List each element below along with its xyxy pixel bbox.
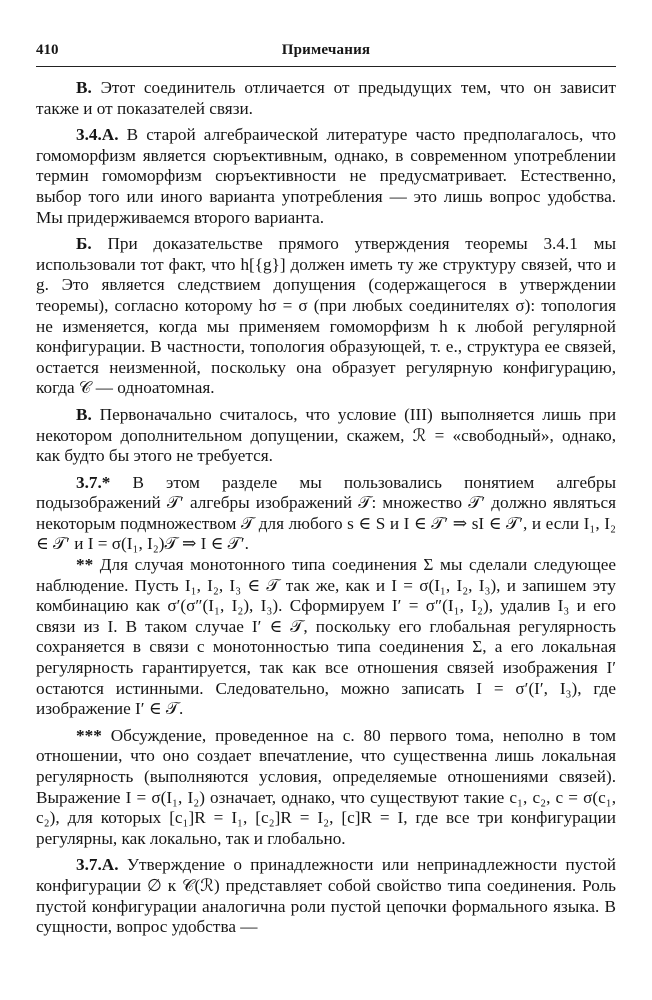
- paragraph-3-4-a: [36, 125, 616, 228]
- paragraph-text: Первоначально считалось, что условие (III) выполняется лишь при некотором дополнительном допущении, скажем, ℛ = «свободный», однако, как будто бы этого не требуется.: [36, 404, 617, 466]
- paragraph-text: В старой алгебраической литературе часто предполагалось, что гомоморфизм является сюръективным, однако, в современном употреблении термин гомоморфизм сюръективности не предусматривает. Естественно, выбор того или иного варианта употребления — это лишь вопрос удобства. Мы придерживаемся второго варианта.: [36, 125, 616, 227]
- paragraph-text: Обсуждение, проведенное на с. 80 первого тома, неполно в том отношении, что оно создает впечатление, что существенна лишь локальная регулярность (выполняются условия, определяемые отношениями связей). Выражение I = σ(I₁, I₂) означает, однако, что существуют такие c₁, c₂, c = σ(c₁, c₂), для которых [c₁]R = I₁, [c₂]R = I₂, [c]R = I, где все три конфигурации регулярны, как локально, так и глобально.: [36, 725, 616, 848]
- paragraph-3-7-a: [36, 855, 616, 937]
- paragraph-text: В этом разделе мы пользовались понятием алгебры подызображений 𝒯′ алгебры изображений 𝒯: множество 𝒯′ должно являться некоторым подмножеством 𝒯 для любого s ∈ S и I ∈ 𝒯′ ⇒ sI ∈ 𝒯′, и если I₁, I₂ ∈ 𝒯′ и I = σ(I₁, I₂)𝒯 ⇒ I ∈ 𝒯′.: [36, 472, 617, 554]
- page-body: [36, 78, 616, 938]
- page-header: [36, 40, 616, 67]
- paragraph-lead: ***: [76, 725, 102, 745]
- paragraph-text: При доказательстве прямого утверждения теоремы 3.4.1 мы использовали тот факт, что h[{g}] должен иметь ту же структуру связей, что и g. Это является следствием допущения (содержащегося в утверждении теоремы), согласно которому hσ = σ (при любых соединителях σ): топология не изменяется, когда мы применяем гомоморфизм h к любой регулярной конфигурации. В частности, топология образующей, т. е., структура ее связей, остается неизменной, поскольку она образует регулярную конфигурацию, когда 𝒞 — одноатомная.: [36, 234, 617, 398]
- paragraph-triple-star: [36, 726, 616, 850]
- paragraph-lead: 3.7.*: [76, 472, 111, 492]
- page-number: 410: [36, 42, 59, 58]
- paragraph-text: Для случая монотонного типа соединения Σ мы сделали следующее наблюдение. Пусть I₁, I₂, I₃ ∈ 𝒯 так же, как и I = σ(I₁, I₂, I₃), и запишем эту комбинацию как σ′(σ″(I₁, I₂), I₃). Сформируем I′ = σ″(I₁, I₂), удалив I₃ и его связи из I. В таком случае I′ ∈ 𝒯, поскольку его глобальная регулярность сохраняется в связи с монотонностью типа соединения Σ, а его локальная регулярность гарантируется, так как все отношения связей изображения I′ остаются истинными. Следовательно, можно записать I = σ′(I′, I₃), где изображение I′ ∈ 𝒯.: [36, 555, 617, 719]
- paragraph-v-connector: [36, 78, 616, 119]
- paragraph-text: Этот соединитель отличается от предыдущих тем, что он зависит также и от показателей связи.: [36, 78, 617, 118]
- paragraph-lead: В.: [76, 404, 92, 424]
- paragraph-lead: 3.7.А.: [76, 855, 119, 875]
- paragraph-lead: Б.: [76, 234, 92, 254]
- paragraph-lead: В.: [76, 78, 92, 97]
- paragraph-3-7-star: [36, 473, 616, 555]
- paragraph-double-star: [36, 555, 616, 720]
- paragraph-b: [36, 234, 616, 399]
- paragraph-text: Утверждение о принадлежности или непринадлежности пустой конфигурации ∅ к 𝒞(ℛ) представляет собой свойство типа соединения. Роль пустой конфигурации аналогична роли пустой цепочки формального языка. В сущности, вопрос удобства —: [36, 855, 617, 937]
- paragraph-v: [36, 405, 616, 467]
- running-head: Примечания: [281, 42, 371, 58]
- paragraph-lead: **: [76, 555, 94, 575]
- paragraph-lead: 3.4.А.: [76, 125, 119, 145]
